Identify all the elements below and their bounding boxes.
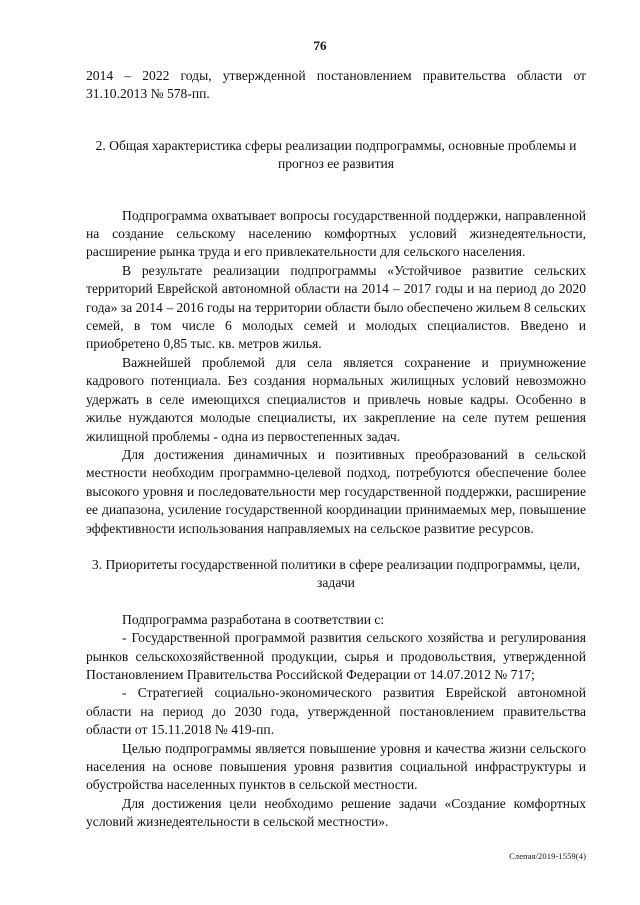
section-3-paragraph: Для достижения цели необходимо решение задачи «Создание комфортных условий жизнедеятельности в сельской местности». [86, 795, 586, 830]
section-2-paragraph: Подпрограмма охватывает вопросы государственной поддержки, направленной на создание сельскому населению комфортных условий жизнедеятельности, расширение рынка труда и его привлекательности для сельского населения. [86, 207, 586, 260]
document-body [86, 67, 586, 832]
footer-stamp: Слепая/2019-1559(4) [509, 851, 586, 861]
section-3-paragraph: Целью подпрограммы является повышение уровня и качества жизни сельского населения на основе повышения уровня развития социальной инфраструктуры и обустройства населенных пунктов в сельской местности. [86, 740, 586, 793]
page-number: 76 [313, 38, 327, 53]
section-3-heading: 3. Приоритеты государственной политики в сфере реализации подпрограммы, цели, задачи [91, 556, 581, 591]
section-2-paragraph: Важнейшей проблемой для села является сохранение и приумножение кадрового потенциала. Без создания нормальных жилищных условий невозможно удержать в селе имеющихся специалистов и привлечь новые кадры. Особенно в жилье нуждаются молодые специалисты, их закрепление на селе путем решения жилищной проблемы - одна из первостепенных задач. [86, 354, 586, 444]
section-2-paragraph: В результате реализации подпрограммы «Устойчивое развитие сельских территорий Еврейской автономной области на 2014 – 2017 годы и на период до 2020 года» за 2014 – 2016 годы на территории области было обеспечено жильем 8 сельских семей, в том числе 6 молодых семей и молодых специалистов. Введено и приобретено 0,85 тыс. кв. метров жилья. [86, 262, 586, 352]
section-3-list-item: - Стратегией социально-экономического развития Еврейской автономной области на период до 2030 года, утвержденной постановлением правительства области от 15.11.2018 № 419-пп. [86, 685, 586, 738]
section-3-lead: Подпрограмма разработана в соответствии с: [122, 611, 385, 627]
section-2-paragraph: Для достижения динамичных и позитивных преобразований в сельской местности необходим программно-целевой подход, потребуются обеспечение более высокого уровня и последовательности мер государственной поддержки, расширение ее диапазона, усиление государственной координации принимаемых мер, повышение эффективности использования направляемых на сельское развитие ресурсов. [86, 446, 586, 536]
intro-paragraph: 2014 – 2022 годы, утвержденной постановлением правительства области от 31.10.2013 № 578-пп. [86, 68, 586, 102]
section-2-heading: 2. Общая характеристика сферы реализации подпрограммы, основные проблемы и прогноз ее развития [95, 137, 577, 172]
section-3-list-item: - Государственной программой развития сельского хозяйства и регулирования рынков сельскохозяйственной продукции, сырья и продовольствия, утвержденной Постановлением Правительства Российской Федерации от 14.07.2012 № 717; [86, 630, 586, 682]
